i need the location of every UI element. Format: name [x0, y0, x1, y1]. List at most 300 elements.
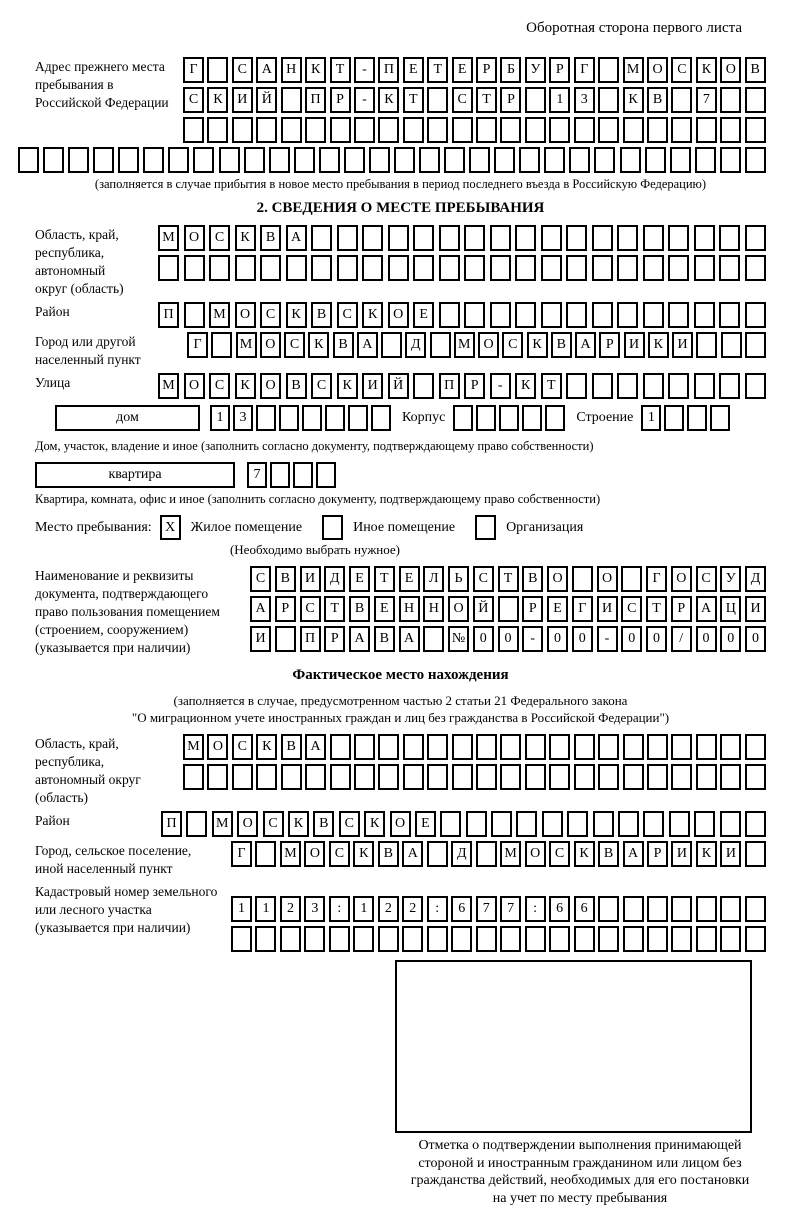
- char-cell[interactable]: А: [357, 332, 378, 358]
- char-cell[interactable]: [643, 255, 664, 281]
- char-cell[interactable]: [525, 87, 546, 113]
- char-cell[interactable]: [668, 225, 689, 251]
- char-cell[interactable]: О: [184, 225, 205, 251]
- char-cell[interactable]: Р: [599, 332, 620, 358]
- char-cell[interactable]: [143, 147, 164, 173]
- char-cell[interactable]: В: [745, 57, 766, 83]
- char-cell[interactable]: [270, 462, 290, 488]
- char-cell[interactable]: И: [720, 841, 741, 867]
- char-cell[interactable]: [694, 811, 715, 837]
- char-cell[interactable]: [549, 926, 570, 952]
- char-cell[interactable]: [598, 117, 619, 143]
- char-cell[interactable]: [440, 811, 461, 837]
- char-cell[interactable]: 0: [720, 626, 741, 652]
- char-cell[interactable]: [566, 255, 587, 281]
- char-cell[interactable]: [745, 373, 766, 399]
- char-cell[interactable]: [362, 225, 383, 251]
- char-cell[interactable]: [720, 896, 741, 922]
- char-cell[interactable]: И: [300, 566, 321, 592]
- char-cell[interactable]: И: [672, 332, 693, 358]
- char-cell[interactable]: [184, 302, 205, 328]
- char-cell[interactable]: [623, 764, 644, 790]
- char-cell[interactable]: [207, 764, 228, 790]
- char-cell[interactable]: С: [329, 841, 350, 867]
- char-cell[interactable]: [696, 734, 717, 760]
- char-cell[interactable]: Д: [745, 566, 766, 592]
- char-cell[interactable]: [745, 147, 766, 173]
- char-cell[interactable]: С: [671, 57, 692, 83]
- char-cell[interactable]: Т: [403, 87, 424, 113]
- char-cell[interactable]: Р: [549, 57, 570, 83]
- char-cell[interactable]: [647, 734, 668, 760]
- char-cell[interactable]: [745, 87, 766, 113]
- char-cell[interactable]: Б: [500, 57, 521, 83]
- char-cell[interactable]: 0: [745, 626, 766, 652]
- char-cell[interactable]: 1: [210, 405, 230, 431]
- char-cell[interactable]: :: [427, 896, 448, 922]
- char-cell[interactable]: Е: [374, 596, 395, 622]
- char-cell[interactable]: В: [286, 373, 307, 399]
- char-cell[interactable]: [378, 926, 399, 952]
- char-cell[interactable]: [669, 811, 690, 837]
- char-cell[interactable]: [647, 896, 668, 922]
- char-cell[interactable]: [519, 147, 540, 173]
- char-cell[interactable]: В: [260, 225, 281, 251]
- char-cell[interactable]: И: [624, 332, 645, 358]
- char-cell[interactable]: [745, 896, 766, 922]
- char-cell[interactable]: [388, 225, 409, 251]
- char-cell[interactable]: -: [490, 373, 511, 399]
- char-cell[interactable]: [499, 405, 519, 431]
- char-cell[interactable]: [643, 811, 664, 837]
- char-cell[interactable]: М: [158, 373, 179, 399]
- char-cell[interactable]: [337, 255, 358, 281]
- char-cell[interactable]: О: [448, 596, 469, 622]
- char-cell[interactable]: К: [235, 373, 256, 399]
- char-cell[interactable]: С: [209, 225, 230, 251]
- char-cell[interactable]: О: [260, 332, 281, 358]
- char-cell[interactable]: К: [623, 87, 644, 113]
- char-cell[interactable]: [696, 764, 717, 790]
- char-cell[interactable]: О: [525, 841, 546, 867]
- char-cell[interactable]: [549, 734, 570, 760]
- char-cell[interactable]: Е: [403, 57, 424, 83]
- char-cell[interactable]: В: [647, 87, 668, 113]
- char-cell[interactable]: И: [745, 596, 766, 622]
- char-cell[interactable]: [668, 255, 689, 281]
- char-cell[interactable]: Р: [500, 87, 521, 113]
- char-cell[interactable]: [369, 147, 390, 173]
- char-cell[interactable]: [453, 405, 473, 431]
- char-cell[interactable]: А: [575, 332, 596, 358]
- char-cell[interactable]: С: [300, 596, 321, 622]
- char-cell[interactable]: [617, 225, 638, 251]
- char-cell[interactable]: 3: [233, 405, 253, 431]
- char-cell[interactable]: -: [522, 626, 543, 652]
- char-cell[interactable]: [598, 896, 619, 922]
- char-cell[interactable]: К: [574, 841, 595, 867]
- char-cell[interactable]: [304, 926, 325, 952]
- char-cell[interactable]: П: [378, 57, 399, 83]
- char-cell[interactable]: В: [551, 332, 572, 358]
- char-cell[interactable]: С: [311, 373, 332, 399]
- char-cell[interactable]: [500, 117, 521, 143]
- char-cell[interactable]: [695, 147, 716, 173]
- char-cell[interactable]: С: [209, 373, 230, 399]
- char-cell[interactable]: [464, 302, 485, 328]
- char-cell[interactable]: 1: [353, 896, 374, 922]
- char-cell[interactable]: С: [452, 87, 473, 113]
- char-cell[interactable]: Г: [646, 566, 667, 592]
- char-cell[interactable]: А: [250, 596, 271, 622]
- char-cell[interactable]: [286, 255, 307, 281]
- char-cell[interactable]: 1: [255, 896, 276, 922]
- char-cell[interactable]: О: [478, 332, 499, 358]
- char-cell[interactable]: [696, 117, 717, 143]
- char-cell[interactable]: [279, 405, 299, 431]
- char-cell[interactable]: Д: [405, 332, 426, 358]
- char-cell[interactable]: [598, 87, 619, 113]
- char-cell[interactable]: [745, 332, 766, 358]
- char-cell[interactable]: [745, 926, 766, 952]
- char-cell[interactable]: [403, 117, 424, 143]
- char-cell[interactable]: [193, 147, 214, 173]
- char-cell[interactable]: [621, 566, 642, 592]
- char-cell[interactable]: А: [399, 626, 420, 652]
- char-cell[interactable]: В: [374, 626, 395, 652]
- char-cell[interactable]: Е: [415, 811, 436, 837]
- char-cell[interactable]: [378, 764, 399, 790]
- char-cell[interactable]: О: [260, 373, 281, 399]
- char-cell[interactable]: [329, 926, 350, 952]
- char-cell[interactable]: Г: [231, 841, 252, 867]
- char-cell[interactable]: [354, 764, 375, 790]
- char-cell[interactable]: [671, 926, 692, 952]
- char-cell[interactable]: И: [250, 626, 271, 652]
- char-cell[interactable]: :: [525, 896, 546, 922]
- char-cell[interactable]: [623, 896, 644, 922]
- char-cell[interactable]: 2: [378, 896, 399, 922]
- char-cell[interactable]: [68, 147, 89, 173]
- char-cell[interactable]: Й: [473, 596, 494, 622]
- char-cell[interactable]: [545, 405, 565, 431]
- char-cell[interactable]: [623, 926, 644, 952]
- char-cell[interactable]: [525, 734, 546, 760]
- char-cell[interactable]: [592, 302, 613, 328]
- char-cell[interactable]: [209, 255, 230, 281]
- char-cell[interactable]: [694, 255, 715, 281]
- char-cell[interactable]: В: [313, 811, 334, 837]
- char-cell[interactable]: [515, 302, 536, 328]
- char-cell[interactable]: У: [525, 57, 546, 83]
- char-cell[interactable]: [388, 255, 409, 281]
- char-cell[interactable]: К: [288, 811, 309, 837]
- char-cell[interactable]: Т: [427, 57, 448, 83]
- char-cell[interactable]: М: [183, 734, 204, 760]
- char-cell[interactable]: Т: [646, 596, 667, 622]
- char-cell[interactable]: П: [439, 373, 460, 399]
- char-cell[interactable]: 0: [547, 626, 568, 652]
- char-cell[interactable]: 1: [641, 405, 661, 431]
- char-cell[interactable]: С: [250, 566, 271, 592]
- char-cell[interactable]: [592, 225, 613, 251]
- char-cell[interactable]: Р: [647, 841, 668, 867]
- char-cell[interactable]: К: [362, 302, 383, 328]
- char-cell[interactable]: [244, 147, 265, 173]
- char-cell[interactable]: [427, 764, 448, 790]
- char-cell[interactable]: Е: [399, 566, 420, 592]
- char-cell[interactable]: 1: [231, 896, 252, 922]
- char-cell[interactable]: [427, 117, 448, 143]
- char-cell[interactable]: [255, 841, 276, 867]
- char-cell[interactable]: К: [308, 332, 329, 358]
- char-cell[interactable]: К: [527, 332, 548, 358]
- char-cell[interactable]: [490, 225, 511, 251]
- char-cell[interactable]: [567, 811, 588, 837]
- char-cell[interactable]: [720, 87, 741, 113]
- char-cell[interactable]: [469, 147, 490, 173]
- char-cell[interactable]: [745, 302, 766, 328]
- char-cell[interactable]: [305, 764, 326, 790]
- char-cell[interactable]: [439, 255, 460, 281]
- char-cell[interactable]: [745, 764, 766, 790]
- char-cell[interactable]: Е: [547, 596, 568, 622]
- char-cell[interactable]: [541, 302, 562, 328]
- char-cell[interactable]: Р: [522, 596, 543, 622]
- char-cell[interactable]: К: [337, 373, 358, 399]
- char-cell[interactable]: Р: [464, 373, 485, 399]
- char-cell[interactable]: 0: [498, 626, 519, 652]
- char-cell[interactable]: [720, 926, 741, 952]
- char-cell[interactable]: [516, 811, 537, 837]
- char-cell[interactable]: А: [256, 57, 277, 83]
- char-cell[interactable]: [302, 405, 322, 431]
- char-cell[interactable]: [476, 926, 497, 952]
- char-cell[interactable]: Т: [330, 57, 351, 83]
- char-cell[interactable]: [719, 373, 740, 399]
- char-cell[interactable]: [403, 764, 424, 790]
- char-cell[interactable]: [574, 734, 595, 760]
- char-cell[interactable]: [500, 926, 521, 952]
- char-cell[interactable]: С: [339, 811, 360, 837]
- char-cell[interactable]: -: [354, 87, 375, 113]
- char-cell[interactable]: Ц: [720, 596, 741, 622]
- char-cell[interactable]: [525, 117, 546, 143]
- char-cell[interactable]: О: [597, 566, 618, 592]
- char-cell[interactable]: [281, 117, 302, 143]
- char-cell[interactable]: К: [515, 373, 536, 399]
- char-cell[interactable]: [330, 117, 351, 143]
- char-cell[interactable]: [394, 147, 415, 173]
- char-cell[interactable]: [494, 147, 515, 173]
- char-cell[interactable]: О: [235, 302, 256, 328]
- char-cell[interactable]: [719, 302, 740, 328]
- char-cell[interactable]: М: [236, 332, 257, 358]
- char-cell[interactable]: [542, 811, 563, 837]
- char-cell[interactable]: [255, 926, 276, 952]
- checkbox-inoe[interactable]: [322, 515, 343, 540]
- char-cell[interactable]: М: [212, 811, 233, 837]
- char-cell[interactable]: Д: [451, 841, 472, 867]
- char-cell[interactable]: Г: [572, 596, 593, 622]
- char-cell[interactable]: Т: [541, 373, 562, 399]
- char-cell[interactable]: А: [623, 841, 644, 867]
- char-cell[interactable]: Т: [324, 596, 345, 622]
- char-cell[interactable]: В: [598, 841, 619, 867]
- char-cell[interactable]: [617, 255, 638, 281]
- char-cell[interactable]: [549, 117, 570, 143]
- char-cell[interactable]: [541, 255, 562, 281]
- char-cell[interactable]: А: [349, 626, 370, 652]
- char-cell[interactable]: С: [232, 57, 253, 83]
- char-cell[interactable]: 0: [646, 626, 667, 652]
- char-cell[interactable]: [231, 926, 252, 952]
- char-cell[interactable]: [183, 117, 204, 143]
- char-cell[interactable]: -: [597, 626, 618, 652]
- char-cell[interactable]: [745, 117, 766, 143]
- char-cell[interactable]: [452, 734, 473, 760]
- char-cell[interactable]: [427, 841, 448, 867]
- char-cell[interactable]: [207, 57, 228, 83]
- char-cell[interactable]: [522, 405, 542, 431]
- char-cell[interactable]: [354, 117, 375, 143]
- char-cell[interactable]: 1: [549, 87, 570, 113]
- char-cell[interactable]: [378, 734, 399, 760]
- char-cell[interactable]: [671, 117, 692, 143]
- char-cell[interactable]: [439, 302, 460, 328]
- char-cell[interactable]: [93, 147, 114, 173]
- char-cell[interactable]: К: [353, 841, 374, 867]
- char-cell[interactable]: [260, 255, 281, 281]
- char-cell[interactable]: [670, 147, 691, 173]
- char-cell[interactable]: [353, 926, 374, 952]
- char-cell[interactable]: [184, 255, 205, 281]
- char-cell[interactable]: 0: [572, 626, 593, 652]
- char-cell[interactable]: [664, 405, 684, 431]
- char-cell[interactable]: В: [333, 332, 354, 358]
- char-cell[interactable]: К: [696, 57, 717, 83]
- char-cell[interactable]: [572, 566, 593, 592]
- char-cell[interactable]: [430, 332, 451, 358]
- char-cell[interactable]: [569, 147, 590, 173]
- char-cell[interactable]: [476, 764, 497, 790]
- char-cell[interactable]: [598, 57, 619, 83]
- char-cell[interactable]: [710, 405, 730, 431]
- char-cell[interactable]: [294, 147, 315, 173]
- char-cell[interactable]: 6: [451, 896, 472, 922]
- char-cell[interactable]: [566, 373, 587, 399]
- char-cell[interactable]: К: [648, 332, 669, 358]
- char-cell[interactable]: [696, 332, 717, 358]
- char-cell[interactable]: [362, 255, 383, 281]
- char-cell[interactable]: [574, 764, 595, 790]
- char-cell[interactable]: [232, 117, 253, 143]
- char-cell[interactable]: [541, 225, 562, 251]
- char-cell[interactable]: №: [448, 626, 469, 652]
- char-cell[interactable]: [566, 225, 587, 251]
- char-cell[interactable]: В: [281, 734, 302, 760]
- char-cell[interactable]: О: [390, 811, 411, 837]
- char-cell[interactable]: 7: [247, 462, 267, 488]
- char-cell[interactable]: [598, 926, 619, 952]
- checkbox-zhiloe[interactable]: X: [160, 515, 181, 540]
- char-cell[interactable]: М: [158, 225, 179, 251]
- char-cell[interactable]: [419, 147, 440, 173]
- char-cell[interactable]: [476, 405, 496, 431]
- char-cell[interactable]: 7: [476, 896, 497, 922]
- char-cell[interactable]: [256, 764, 277, 790]
- char-cell[interactable]: О: [547, 566, 568, 592]
- char-cell[interactable]: [427, 926, 448, 952]
- char-cell[interactable]: [719, 255, 740, 281]
- char-cell[interactable]: А: [305, 734, 326, 760]
- char-cell[interactable]: И: [671, 841, 692, 867]
- char-cell[interactable]: [43, 147, 64, 173]
- char-cell[interactable]: М: [623, 57, 644, 83]
- char-cell[interactable]: Р: [324, 626, 345, 652]
- char-cell[interactable]: [745, 225, 766, 251]
- char-cell[interactable]: Ь: [448, 566, 469, 592]
- char-cell[interactable]: Й: [388, 373, 409, 399]
- char-cell[interactable]: [544, 147, 565, 173]
- char-cell[interactable]: [720, 764, 741, 790]
- char-cell[interactable]: [207, 117, 228, 143]
- char-cell[interactable]: [18, 147, 39, 173]
- char-cell[interactable]: О: [720, 57, 741, 83]
- char-cell[interactable]: [643, 302, 664, 328]
- char-cell[interactable]: [256, 405, 276, 431]
- char-cell[interactable]: [311, 225, 332, 251]
- char-cell[interactable]: 0: [621, 626, 642, 652]
- char-cell[interactable]: [269, 147, 290, 173]
- char-cell[interactable]: Г: [187, 332, 208, 358]
- char-cell[interactable]: [515, 255, 536, 281]
- char-cell[interactable]: [668, 373, 689, 399]
- char-cell[interactable]: 3: [574, 87, 595, 113]
- char-cell[interactable]: С: [263, 811, 284, 837]
- char-cell[interactable]: [620, 147, 641, 173]
- char-cell[interactable]: [694, 225, 715, 251]
- char-cell[interactable]: [464, 255, 485, 281]
- char-cell[interactable]: [219, 147, 240, 173]
- char-cell[interactable]: М: [454, 332, 475, 358]
- char-cell[interactable]: О: [237, 811, 258, 837]
- char-cell[interactable]: [623, 734, 644, 760]
- char-cell[interactable]: [464, 225, 485, 251]
- char-cell[interactable]: [525, 926, 546, 952]
- char-cell[interactable]: [500, 764, 521, 790]
- char-cell[interactable]: Е: [413, 302, 434, 328]
- char-cell[interactable]: [617, 373, 638, 399]
- char-cell[interactable]: И: [362, 373, 383, 399]
- char-cell[interactable]: Н: [281, 57, 302, 83]
- char-cell[interactable]: Е: [452, 57, 473, 83]
- char-cell[interactable]: П: [158, 302, 179, 328]
- char-cell[interactable]: Е: [349, 566, 370, 592]
- char-cell[interactable]: [354, 734, 375, 760]
- char-cell[interactable]: К: [378, 87, 399, 113]
- char-cell[interactable]: С: [232, 734, 253, 760]
- char-cell[interactable]: Н: [423, 596, 444, 622]
- char-cell[interactable]: [671, 734, 692, 760]
- char-cell[interactable]: [371, 405, 391, 431]
- char-cell[interactable]: Т: [476, 87, 497, 113]
- char-cell[interactable]: :: [329, 896, 350, 922]
- char-cell[interactable]: [186, 811, 207, 837]
- char-cell[interactable]: 0: [473, 626, 494, 652]
- char-cell[interactable]: [745, 811, 766, 837]
- char-cell[interactable]: [451, 926, 472, 952]
